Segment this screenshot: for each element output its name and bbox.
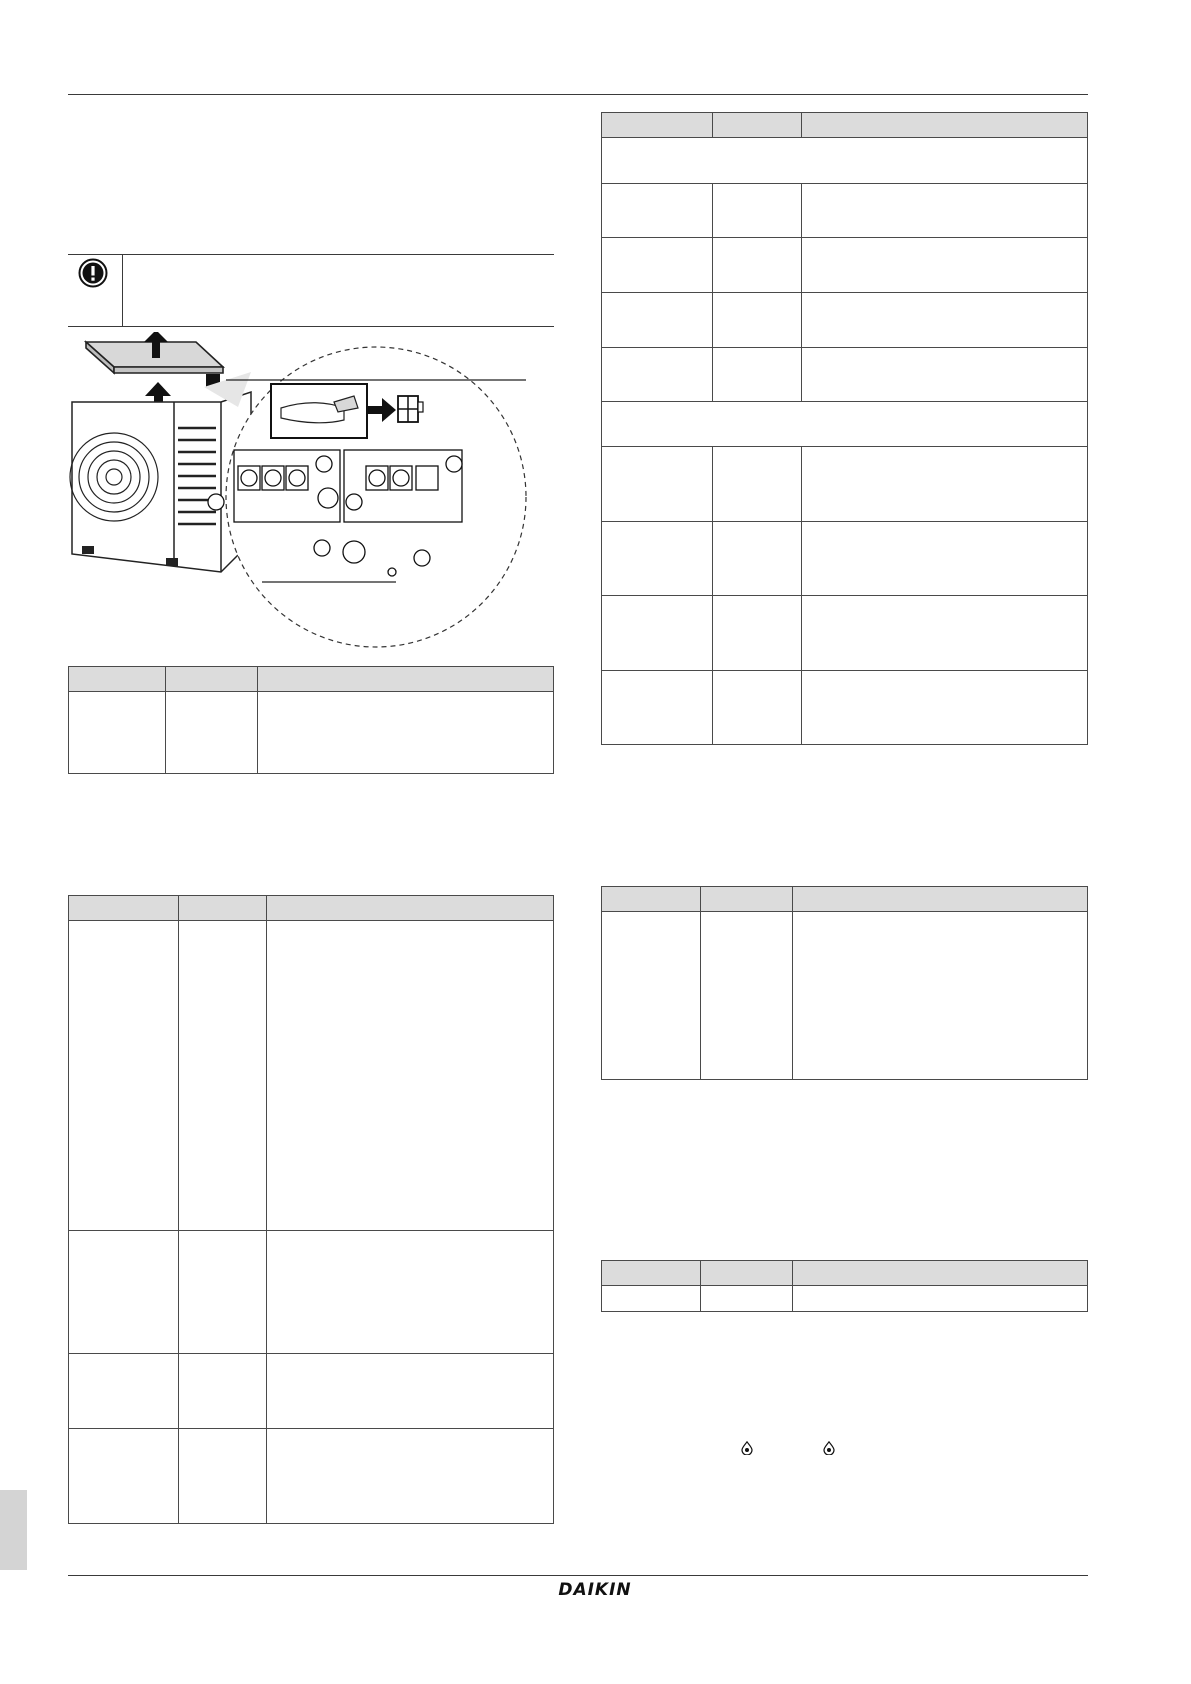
language-side-tab	[0, 1490, 27, 1570]
caution-bottom-rule	[68, 326, 554, 327]
table-header-cell	[179, 896, 267, 921]
table-cell	[701, 912, 793, 1080]
table-header-cell	[69, 896, 179, 921]
unit-foot	[82, 546, 94, 554]
table-header-cell	[267, 896, 554, 921]
brand-logo: DAIKIN	[558, 1580, 632, 1600]
table-cell	[713, 522, 802, 596]
table-cell	[258, 692, 554, 774]
table-cell	[602, 522, 713, 596]
table-row	[69, 1354, 554, 1429]
table-section-row	[602, 138, 1088, 184]
table-row	[69, 1429, 554, 1524]
table-cell	[602, 596, 713, 671]
header-rule	[68, 94, 1088, 95]
table-section-cell	[602, 402, 1088, 447]
table-cell	[267, 1231, 554, 1354]
table-cell	[179, 1354, 267, 1429]
table-cell	[701, 1286, 793, 1312]
table-cell	[69, 692, 166, 774]
table-cell	[69, 1231, 179, 1354]
table-cell	[179, 921, 267, 1231]
table-cell	[166, 692, 258, 774]
table-cell	[793, 912, 1088, 1080]
table-c	[601, 112, 1088, 745]
table-cell	[602, 671, 713, 745]
table-header-cell	[793, 1261, 1088, 1286]
table-header-row	[602, 887, 1088, 912]
table-header-cell	[69, 667, 166, 692]
table-row	[602, 348, 1088, 402]
table-cell	[179, 1429, 267, 1524]
table-cell	[267, 1429, 554, 1524]
drop-icon	[823, 1441, 835, 1455]
table-cell	[713, 184, 802, 238]
table-cell	[802, 348, 1088, 402]
caution-divider	[122, 254, 123, 326]
footer-rule	[68, 1575, 1088, 1576]
table-row	[602, 184, 1088, 238]
table-row	[69, 692, 554, 774]
table-cell	[713, 238, 802, 293]
table-row	[602, 671, 1088, 745]
table-cell	[267, 921, 554, 1231]
table-header-cell	[258, 667, 554, 692]
table-header-cell	[166, 667, 258, 692]
table-row	[602, 912, 1088, 1080]
outdoor-unit-body	[72, 392, 251, 572]
table-cell	[713, 293, 802, 348]
table-header-cell	[602, 1261, 701, 1286]
outdoor-unit-wiring-illustration	[66, 332, 532, 652]
table-cell	[713, 348, 802, 402]
table-cell	[69, 1354, 179, 1429]
table-header-cell	[793, 887, 1088, 912]
table-cell	[602, 238, 713, 293]
table-cell	[713, 671, 802, 745]
table-header-row	[69, 667, 554, 692]
table-header-row	[69, 896, 554, 921]
table-header-cell	[602, 887, 701, 912]
table-b	[68, 895, 554, 1524]
unit-foot	[166, 558, 178, 566]
table-d	[601, 886, 1088, 1080]
table-row	[602, 522, 1088, 596]
table-row	[602, 293, 1088, 348]
table-cell	[802, 184, 1088, 238]
table-cell	[802, 447, 1088, 522]
table-cell	[69, 1429, 179, 1524]
table-header-cell	[701, 1261, 793, 1286]
caution-top-rule	[68, 254, 554, 255]
table-header-row	[602, 113, 1088, 138]
table-cell	[69, 921, 179, 1231]
exclamation-circle-icon	[78, 258, 108, 288]
table-a	[68, 666, 554, 774]
table-cell	[713, 596, 802, 671]
table-cell	[602, 293, 713, 348]
table-cell	[802, 522, 1088, 596]
table-row	[602, 596, 1088, 671]
table-e	[601, 1260, 1088, 1312]
table-header-cell	[802, 113, 1088, 138]
table-section-cell	[602, 138, 1088, 184]
table-cell	[602, 348, 713, 402]
table-cell	[602, 184, 713, 238]
table-header-cell	[701, 887, 793, 912]
table-row	[602, 238, 1088, 293]
table-cell	[602, 1286, 701, 1312]
table-cell	[602, 447, 713, 522]
table-header-cell	[602, 113, 713, 138]
drop-icon	[741, 1441, 753, 1455]
table-cell	[802, 293, 1088, 348]
table-section-row	[602, 402, 1088, 447]
table-row	[69, 921, 554, 1231]
table-cell	[793, 1286, 1088, 1312]
table-row	[602, 1286, 1088, 1312]
table-cell	[179, 1231, 267, 1354]
table-cell	[802, 238, 1088, 293]
table-cell	[267, 1354, 554, 1429]
table-header-cell	[713, 113, 802, 138]
table-cell	[802, 596, 1088, 671]
table-cell	[802, 671, 1088, 745]
table-cell	[713, 447, 802, 522]
table-cell	[602, 912, 701, 1080]
table-header-row	[602, 1261, 1088, 1286]
table-row	[69, 1231, 554, 1354]
table-row	[602, 447, 1088, 522]
